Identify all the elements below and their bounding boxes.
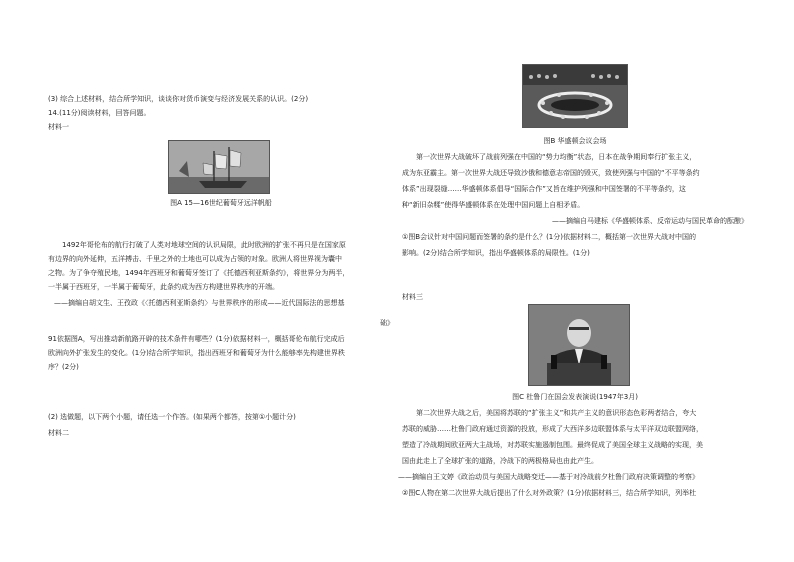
material-3-para-line-1: 第二次世界大战之后，美国将苏联的“扩张主义”和共产主义的意识形态色彩两者结合，夸大: [416, 409, 697, 417]
question-2-optional: (2) 选做题，以下两个小题，请任选一个作答。(如果两个都答，按第①小题计分): [48, 413, 296, 421]
material-3-source: ——摘编自王文婷《政治动员与美国大战略变迁——基于对冷战前夕杜鲁门政府决策调整的考察》: [398, 473, 699, 481]
material-1-label: 材料一: [48, 123, 69, 131]
figure-c-caption: 图C 杜鲁门在国会发表演说(1947年3月): [512, 393, 638, 401]
material-1-source-end: 础》: [380, 319, 394, 327]
material-2-para-line-3: 体系”出现裂缝……华盛顿体系倡导“国际合作”又旨在维护列强和中国签署的不平等条约，这: [402, 185, 686, 193]
question-c-line-1: ②图C人物在第二次世界大战后提出了什么对外政策？(1分)依据材料三，结合所学知识，列举杜: [402, 489, 697, 497]
material-3-para-line-3: 塑造了冷战期间欧亚两大主战场，对苏联实施遏制包围。最终促成了美国全球主义战略的实现，美: [402, 441, 703, 449]
figure-a-ship-image: [168, 140, 270, 194]
material-1-para-line-2: 有边界的向外延伸，五洋搏击、千里之外的土地也可以成为占领的对象。欧洲人将世界视为囊中: [48, 255, 342, 263]
question-b-line-1: ①图B会议针对中国问题而签署的条约是什么？(1分)依据材料二，概括第一次世界大战对中国的: [402, 233, 696, 241]
left-column: [48, 0, 394, 562]
conference-hall-icon: [523, 65, 627, 127]
material-3-para-line-2: 苏联的威胁……杜鲁门政府通过资源的投放，形成了大西洋多边联盟体系与太平洋双边联盟网络，: [402, 425, 703, 433]
right-column: [398, 0, 748, 562]
material-1-para-line-4: 一半属于西班牙，一半属于葡萄牙，此条约成为西方构建世界秩序的开端。: [48, 283, 279, 291]
figure-a-caption: 图A 15—16世纪葡萄牙远洋帆船: [170, 199, 272, 207]
figure-c-truman-image: [528, 304, 630, 386]
sailing-ship-icon: [169, 141, 269, 193]
material-2-source: ——摘编自马建标《华盛顿体系、反帝运动与国民革命的酝酿》: [552, 217, 748, 225]
material-2-para-line-1: 第一次世界大战破坏了战前列强在中国的“势力均衡”状态，日本在战争期间奉行扩张主义，: [416, 153, 697, 161]
figure-b-caption: 图B 华盛顿会议会场: [543, 137, 607, 145]
material-3-para-line-4: 国由此走上了全球扩张的道路，冷战下的两极格局也由此产生。: [402, 457, 598, 465]
question-14-heading: 14.(11分)阅读材料，回答问题。: [48, 109, 151, 117]
question-b-line-2: 影响。(2分)结合所学知识，指出华盛顿体系的局限性。(1分): [402, 249, 590, 257]
question-91-line-3: 序？(2分): [48, 363, 79, 371]
material-1-para-line-3: 之物。为了争夺殖民地，1494年西班牙和葡萄牙签订了《托德西利亚斯条约》，将世界分为两半，: [48, 269, 350, 277]
material-3-label: 材料三: [402, 293, 423, 301]
material-2-para-line-4: 种“新旧杂糅”使得华盛顿体系在处理中国问题上自相矛盾。: [402, 201, 585, 209]
material-2-para-line-2: 成为东亚霸主。第一次世界大战还导致沙俄和德意志帝国的毁灭，致使列强与中国的“不平等条约: [402, 169, 700, 177]
question-91-line-1: 91依据图A，写出推动新航路开辟的技术条件有哪些？(1分)依据材料一，概括哥伦布航行完成后: [48, 335, 345, 343]
material-1-source: ——摘编自胡文生、王孜政《〈托德西利亚斯条约〉与世界秩序的形成——近代国际法的思想基: [54, 299, 345, 307]
material-1-para-line-1: 1492年哥伦布的航行打破了人类对地球空间的认识局限，此时欧洲的扩张不再只是在国家原: [62, 241, 346, 249]
speaker-portrait-icon: [529, 305, 629, 385]
figure-b-conference-image: [522, 64, 628, 128]
material-2-label: 材料二: [48, 429, 69, 437]
question-3: (3) 综合上述材料，结合所学知识，谈谈你对货币演变与经济发展关系的认识。(2分): [48, 95, 309, 103]
question-91-line-2: 欧洲向外扩张发生的变化。(1分)结合所学知识，指出西班牙和葡萄牙为什么能够率先构建世界秩: [48, 349, 345, 357]
